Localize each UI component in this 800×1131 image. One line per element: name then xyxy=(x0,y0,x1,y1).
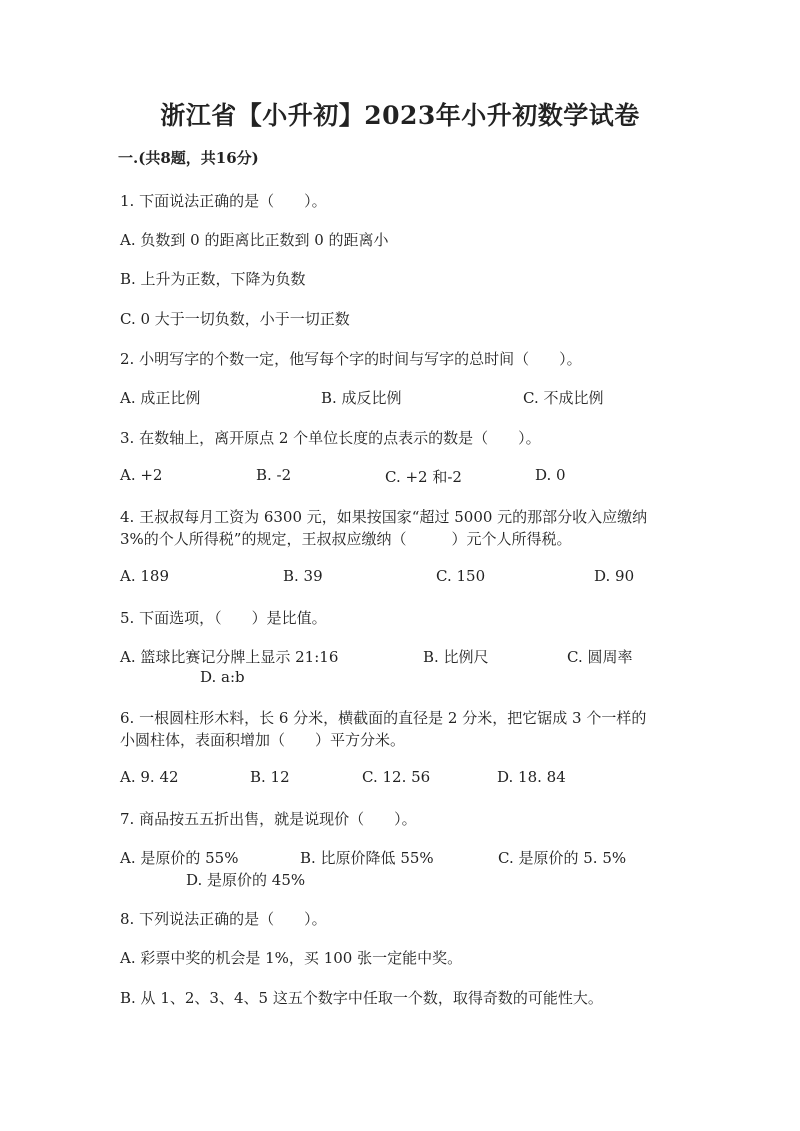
question-6-stem-line-2: 小圆柱体，表面积增加（ ）平方分米。 xyxy=(120,731,406,749)
question-3-stem: 3. 在数轴上，离开原点 2 个单位长度的点表示的数是（ ）。 xyxy=(120,429,541,447)
question-6-option-c: C. 12. 56 xyxy=(362,768,431,786)
question-8-option-b: B. 从 1、2、3、4、5 这五个数字中任取一个数，取得奇数的可能性大。 xyxy=(120,989,603,1007)
question-6-option-b: B. 12 xyxy=(250,768,290,786)
question-8-stem: 8. 下列说法正确的是（ ）。 xyxy=(120,910,327,928)
question-5-option-d: D. a:b xyxy=(200,668,245,686)
exam-title: 浙江省【小升初】2023年小升初数学试卷 xyxy=(160,101,640,130)
question-2-option-b: B. 成反比例 xyxy=(321,389,402,407)
question-4-stem-line-1: 4. 王叔叔每月工资为 6300 元，如果按国家“超过 5000 元的那部分收入应缴纳 xyxy=(120,508,648,526)
question-2-option-a: A. 成正比例 xyxy=(120,389,201,407)
question-3-option-b: B. -2 xyxy=(256,466,292,484)
question-2-option-c: C. 不成比例 xyxy=(523,389,604,407)
question-6-option-d: D. 18. 84 xyxy=(497,768,566,786)
question-7-option-b: B. 比原价降低 55% xyxy=(300,849,434,867)
question-7-stem: 7. 商品按五五折出售，就是说现价（ ）。 xyxy=(120,810,417,828)
question-7-option-a: A. 是原价的 55% xyxy=(120,849,239,867)
question-1-option-a: A. 负数到 0 的距离比正数到 0 的距离小 xyxy=(120,231,389,249)
question-6-stem-line-1: 6. 一根圆柱形木料，长 6 分米，横截面的直径是 2 分米，把它锯成 3 个一样的 xyxy=(120,709,647,727)
question-1-option-c: C. 0 大于一切负数，小于一切正数 xyxy=(120,310,350,328)
question-8-option-a: A. 彩票中奖的机会是 1%，买 100 张一定能中奖。 xyxy=(120,949,463,967)
question-6-option-a: A. 9. 42 xyxy=(120,768,179,786)
question-3-option-c: C. +2 和-2 xyxy=(385,468,462,486)
question-5-stem: 5. 下面选项，（ ）是比值。 xyxy=(120,609,327,627)
question-5-option-c: C. 圆周率 xyxy=(567,648,633,666)
question-2-stem: 2. 小明写字的个数一定，他写每个字的时间与写字的总时间（ ）。 xyxy=(120,350,582,368)
question-7-option-c: C. 是原价的 5. 5% xyxy=(498,849,627,867)
question-1-stem: 1. 下面说法正确的是（ ）。 xyxy=(120,192,327,210)
question-7-option-d: D. 是原价的 45% xyxy=(186,871,306,889)
question-1-option-b: B. 上升为正数，下降为负数 xyxy=(120,270,306,288)
question-4-option-b: B. 39 xyxy=(283,567,323,585)
question-3-option-a: A. +2 xyxy=(120,466,163,484)
section-heading: 一.(共8题，共16分) xyxy=(118,149,259,167)
question-5-option-a: A. 篮球比赛记分牌上显示 21:16 xyxy=(120,648,339,666)
question-4-option-c: C. 150 xyxy=(436,567,486,585)
question-4-option-a: A. 189 xyxy=(120,567,169,585)
question-5-option-b: B. 比例尺 xyxy=(423,648,489,666)
question-4-stem-line-2: 3%的个人所得税”的规定，王叔叔应缴纳（ ）元个人所得税。 xyxy=(120,530,572,548)
question-4-option-d: D. 90 xyxy=(594,567,635,585)
question-3-option-d: D. 0 xyxy=(535,466,566,484)
